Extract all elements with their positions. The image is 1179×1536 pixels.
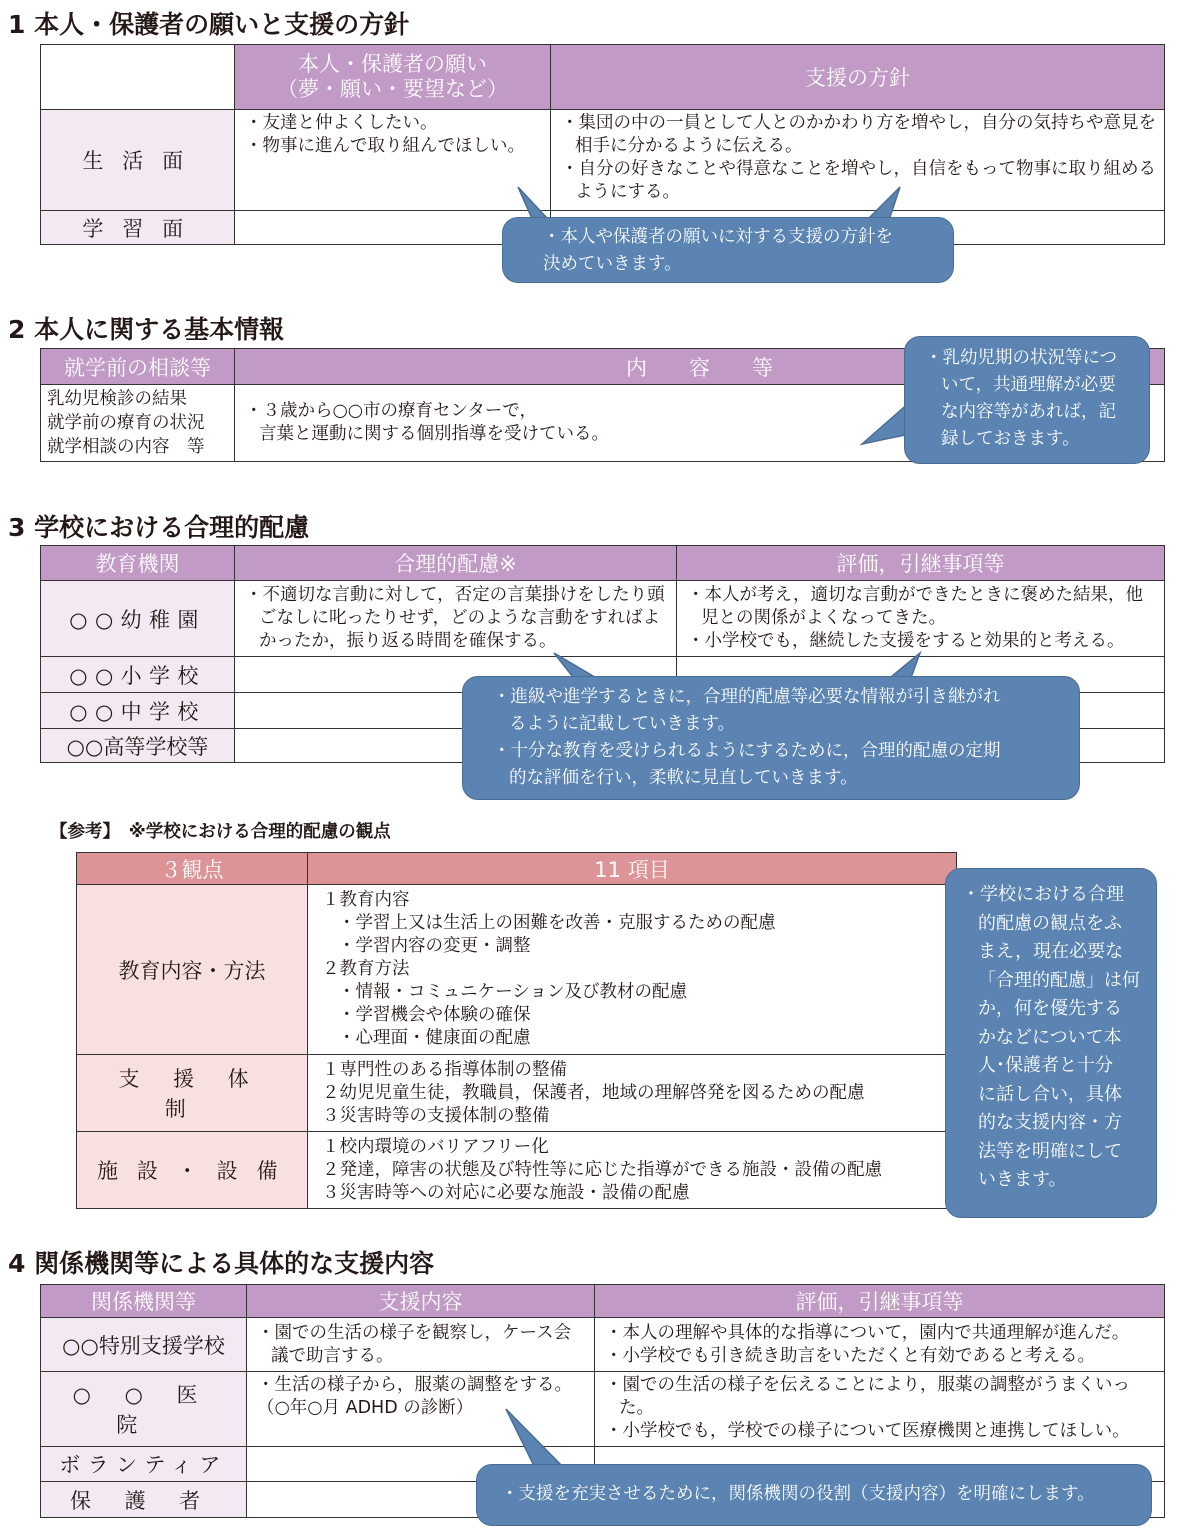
reference-title: 【参考】 ※学校における合理的配慮の観点 [50,822,391,842]
facilities-items: １校内環境のバリアフリー化 ２発達，障害の状態及び特性等に応じた指導ができる施設・設備の配慮 ３災害時等への対応に必要な施設・設備の配慮 [308,1132,957,1209]
policy-item: ・自分の好きなことや得意なことを増やし，自信をもって物事に取り組めるようにする。 [561,159,1156,202]
section3-title: 3 学校における合理的配慮 [8,513,310,542]
header-wish-line1: 本人・保護者の願い [298,52,487,76]
section2-title: 2 本人に関する基本情報 [8,315,285,344]
header-content: 内 容 等 [235,349,1165,385]
section4-title: 4 関係機関等による具体的な支援内容 [8,1249,435,1278]
kindergarten-eval: ・本人が考え，適切な言動ができたときに褒めた結果，他児との関係がよくなってきた。 ・小学校でも，継続した支援をすると効果的と考える。 [677,581,1165,657]
header-viewpoints: ３観点 [77,853,308,885]
wish-item: ・友達と仲よくしたい。 [245,113,438,133]
content-method-label: 教育内容・方法 [77,885,308,1055]
bubble-policy-note: ・本人や保護者の願いに対する支援の方針を 決めていきます。 [502,217,954,283]
header-eval: 評価，引継事項等 [677,546,1165,581]
header-items: 11 項目 [308,853,957,885]
section1-title: 1 本人・保護者の願いと支援の方針 [8,10,410,39]
support-system-items: １専門性のある指導体制の整備 ２幼児児童生徒，教職員，保護者，地域の理解啓発を図るための配慮 ３災害時等の支援体制の整備 [308,1055,957,1132]
study-label: 学習面 [41,211,235,245]
header-wish-line2: （夢・願い・要望など） [277,77,508,101]
reference-table [76,852,957,1209]
header-acc: 合理的配慮※ [235,546,677,581]
consult-labels [41,385,235,462]
header-policy: 支援の方針 [551,45,1165,110]
bubble-basic-note: ・乳幼児期の状況等につ いて，共通理解が必要 な内容等があれば，記 録しておきます。 [904,336,1150,464]
guardian-label: 保護者 [41,1482,247,1518]
bubble-agency-note: ・支援を充実させるために，関係機関の役割（支援内容）を明確にします。 [476,1464,1152,1526]
special-school-support: ・園での生活の様子を観察し，ケース会議で助言する。 [247,1318,595,1372]
header-consult: 就学前の相談等 [41,349,235,385]
header-support: 支援内容 [247,1285,595,1318]
highschool-label: ○○高等学校等 [41,729,235,763]
facilities-label: 施設・設備 [77,1132,308,1209]
content-method-items: １教育内容 ・学習上又は生活上の困難を改善・克服するための配慮 ・学習内容の変更・調整 ２教育方法 ・情報・コミュニケーション及び教材の配慮 ・学習機会や体験の確保 ・心理面・健康面の配慮 [308,885,957,1055]
bubble-reference-note: ・学校における合理 的配慮の観点をふ まえ，現在必要な 「合理的配慮」は何 か，何を優先する かなどについて本 人･保護者と十分 に話し合い，具体 的な支援内容・方 法等を明確にして いきます。 [945,868,1157,1218]
label-therapy: 就学前の療育の状況 [47,413,205,433]
header-eval4: 評価，引継事項等 [595,1285,1165,1318]
basic-content: ・３歳から○○市の療育センターで， 言葉と運動に関する個別指導を受けている。 [235,385,1165,462]
bubble-accommodation-note: ・進級や進学するときに，合理的配慮等必要な情報が引き継がれ るように記載していきます。 ・十分な教育を受けられるようにするために，合理的配慮の定期 的な評価を行い，柔軟に見直していきます。 [462,676,1080,800]
clinic-eval: ・園での生活の様子を伝えることにより，服薬の調整がうまくいった。 ・小学校でも，学校での様子について医療機関と連携してほしい。 [595,1372,1165,1447]
kindergarten-label: ○○幼稚園 [41,581,235,657]
support-system-label: 支援体制 [77,1055,308,1132]
elementary-label: ○○小学校 [41,657,235,693]
special-school-label: ○○特別支援学校 [41,1318,247,1372]
header-org: 教育機関 [41,546,235,581]
header-agency: 関係機関等 [41,1285,247,1318]
policy-item: ・集団の中の一員として人とのかかわり方を増やし，自分の気持ちや意見を相手に分かるように伝える。 [561,113,1156,156]
header-blank [41,45,235,110]
volunteer-label: ボランティア [41,1447,247,1482]
clinic-support: ・生活の様子から，服薬の調整をする。 （○年○月 ADHD の診断） [247,1372,595,1447]
special-school-eval: ・本人の理解や具体的な指導について，園内で共通理解が進んだ。 ・小学校でも引き続き助言をいただくと有効であると考える。 [595,1318,1165,1372]
life-label: 生活面 [41,110,235,211]
wish-item: ・物事に進んで取り組んでほしい。 [245,136,525,156]
kindergarten-acc: ・不適切な言動に対して，否定の言葉掛けをしたり頭ごなしに叱ったりせず，どのような言動をすればよかったか，振り返る時間を確保する。 [235,581,677,657]
clinic-label: ○○医院 [41,1372,247,1447]
header-wish [235,45,551,110]
label-checkup: 乳幼児検診の結果 [47,389,187,409]
label-consult: 就学相談の内容 等 [47,437,205,457]
juniorhigh-label: ○○中学校 [41,693,235,729]
